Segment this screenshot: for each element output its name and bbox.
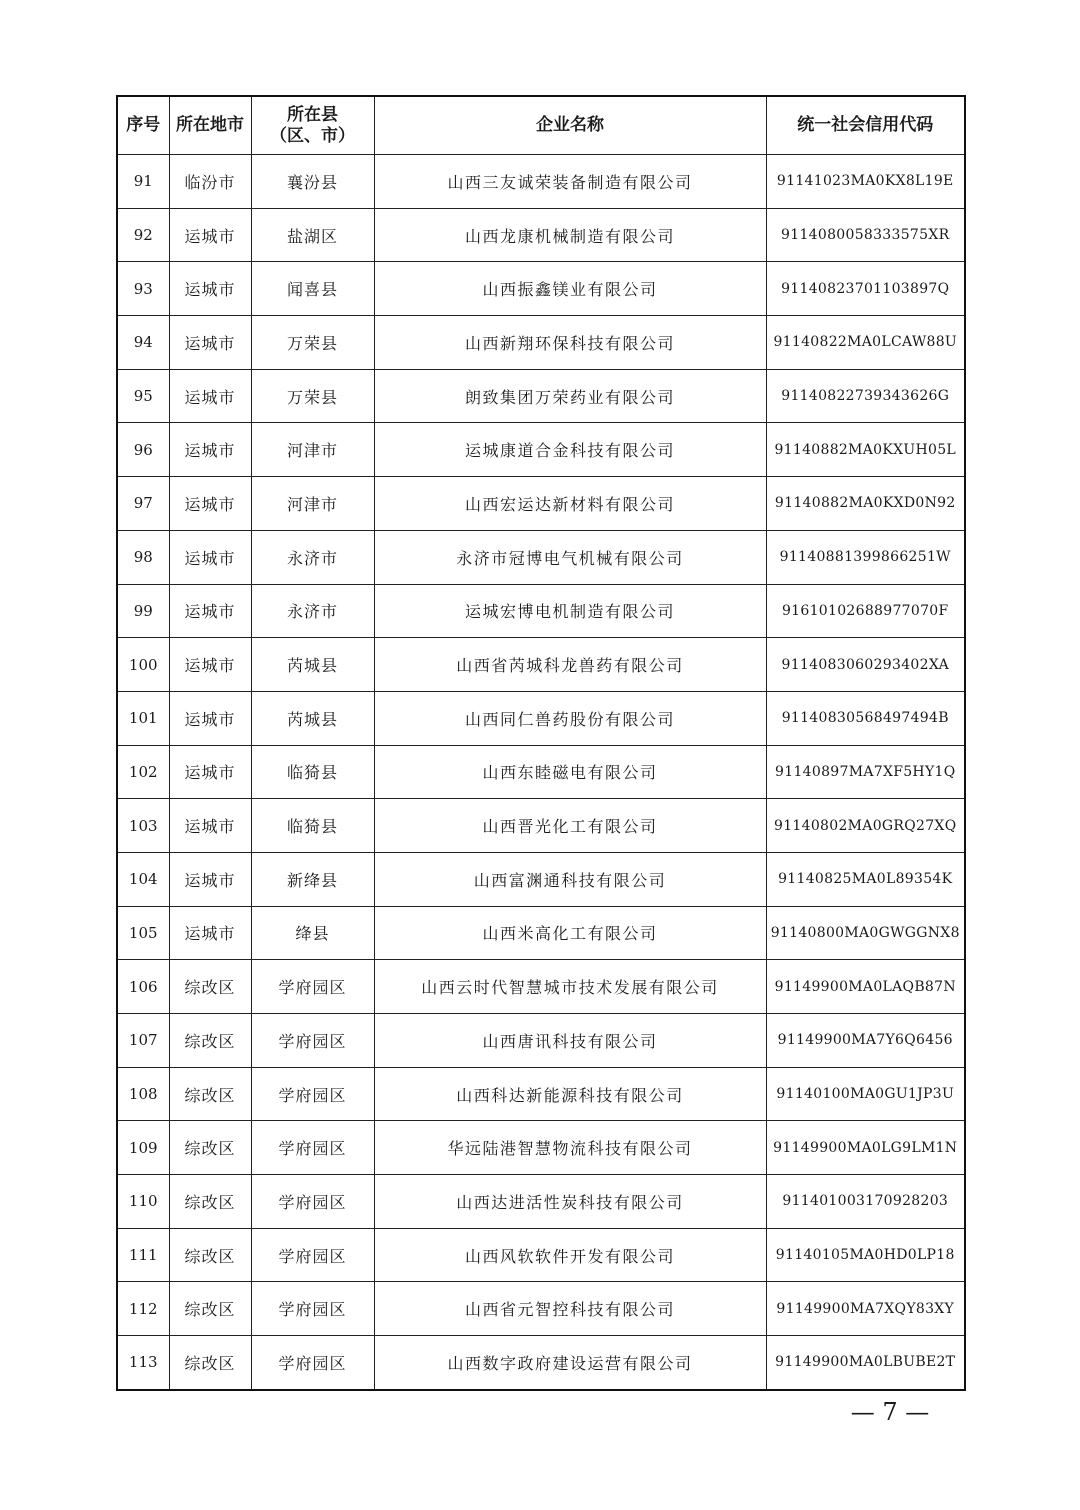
cell-city: 运城市	[169, 691, 251, 745]
cell-county: 学府园区	[251, 1067, 374, 1121]
enterprise-table	[116, 95, 966, 1391]
cell-credit-code: 9114083060293402XA	[766, 638, 965, 692]
cell-county: 万荣县	[251, 316, 374, 370]
cell-enterprise-name: 山西数字政府建设运营有限公司	[374, 1336, 766, 1390]
cell-credit-code: 91140825MA0L89354K	[766, 852, 965, 906]
table-row	[117, 477, 965, 531]
cell-enterprise-name: 山西唐讯科技有限公司	[374, 1014, 766, 1068]
cell-enterprise-name: 华远陆港智慧物流科技有限公司	[374, 1121, 766, 1175]
cell-city: 综改区	[169, 1336, 251, 1390]
table-row	[117, 691, 965, 745]
cell-city: 综改区	[169, 1175, 251, 1229]
cell-city: 综改区	[169, 1228, 251, 1282]
cell-seq: 93	[117, 262, 169, 316]
cell-enterprise-name: 山西米高化工有限公司	[374, 906, 766, 960]
cell-credit-code: 91610102688977070F	[766, 584, 965, 638]
cell-enterprise-name: 山西省芮城科龙兽药有限公司	[374, 638, 766, 692]
table-row	[117, 369, 965, 423]
cell-seq: 96	[117, 423, 169, 477]
table-row	[117, 1175, 965, 1229]
cell-city: 综改区	[169, 1282, 251, 1336]
cell-city: 运城市	[169, 584, 251, 638]
cell-county: 临猗县	[251, 745, 374, 799]
cell-seq: 101	[117, 691, 169, 745]
table-row	[117, 530, 965, 584]
header-name: 企业名称	[374, 96, 766, 155]
header-code: 统一社会信用代码	[766, 96, 965, 155]
cell-city: 运城市	[169, 262, 251, 316]
cell-county: 芮城县	[251, 638, 374, 692]
header-county	[251, 96, 374, 155]
cell-credit-code: 91140822739343626G	[766, 369, 965, 423]
table-row	[117, 1067, 965, 1121]
table-row	[117, 799, 965, 853]
cell-seq: 104	[117, 852, 169, 906]
cell-credit-code: 91149900MA0LG9LM1N	[766, 1121, 965, 1175]
cell-seq: 103	[117, 799, 169, 853]
cell-seq: 106	[117, 960, 169, 1014]
cell-seq: 107	[117, 1014, 169, 1068]
table-row	[117, 745, 965, 799]
cell-city: 运城市	[169, 638, 251, 692]
cell-city: 运城市	[169, 477, 251, 531]
cell-credit-code: 91140830568497494B	[766, 691, 965, 745]
cell-credit-code: 91140105MA0HD0LP18	[766, 1228, 965, 1282]
table-row	[117, 638, 965, 692]
table-row	[117, 1228, 965, 1282]
cell-credit-code: 91149900MA7Y6Q6456	[766, 1014, 965, 1068]
table-row	[117, 208, 965, 262]
cell-credit-code: 9114080058333575XR	[766, 208, 965, 262]
header-county-line1: 所在县	[287, 104, 338, 125]
cell-county: 学府园区	[251, 1014, 374, 1068]
cell-seq: 102	[117, 745, 169, 799]
cell-county: 河津市	[251, 477, 374, 531]
cell-county: 永济市	[251, 584, 374, 638]
cell-enterprise-name: 山西宏运达新材料有限公司	[374, 477, 766, 531]
cell-seq: 111	[117, 1228, 169, 1282]
cell-credit-code: 91140882MA0KXD0N92	[766, 477, 965, 531]
cell-credit-code: 91141023MA0KX8L19E	[766, 155, 965, 209]
cell-county: 临猗县	[251, 799, 374, 853]
cell-enterprise-name: 运城宏博电机制造有限公司	[374, 584, 766, 638]
cell-seq: 94	[117, 316, 169, 370]
table-row	[117, 1336, 965, 1390]
cell-enterprise-name: 山西东睦磁电有限公司	[374, 745, 766, 799]
cell-county: 万荣县	[251, 369, 374, 423]
cell-enterprise-name: 永济市冠博电气机械有限公司	[374, 530, 766, 584]
cell-seq: 109	[117, 1121, 169, 1175]
cell-county: 襄汾县	[251, 155, 374, 209]
cell-city: 运城市	[169, 369, 251, 423]
cell-county: 学府园区	[251, 960, 374, 1014]
header-city: 所在地市	[169, 96, 251, 155]
cell-credit-code: 911401003170928203	[766, 1175, 965, 1229]
cell-enterprise-name: 朗致集团万荣药业有限公司	[374, 369, 766, 423]
cell-county: 学府园区	[251, 1282, 374, 1336]
cell-seq: 95	[117, 369, 169, 423]
cell-county: 芮城县	[251, 691, 374, 745]
cell-enterprise-name: 山西云时代智慧城市技术发展有限公司	[374, 960, 766, 1014]
table-row	[117, 1121, 965, 1175]
cell-city: 运城市	[169, 852, 251, 906]
cell-county: 新绛县	[251, 852, 374, 906]
cell-seq: 92	[117, 208, 169, 262]
cell-county: 学府园区	[251, 1336, 374, 1390]
cell-city: 运城市	[169, 745, 251, 799]
cell-city: 综改区	[169, 960, 251, 1014]
cell-credit-code: 91140800MA0GWGGNX8	[766, 906, 965, 960]
cell-seq: 108	[117, 1067, 169, 1121]
cell-enterprise-name: 山西同仁兽药股份有限公司	[374, 691, 766, 745]
cell-county: 河津市	[251, 423, 374, 477]
cell-city: 运城市	[169, 423, 251, 477]
cell-credit-code: 91140823701103897Q	[766, 262, 965, 316]
cell-seq: 98	[117, 530, 169, 584]
cell-credit-code: 91149900MA0LAQB87N	[766, 960, 965, 1014]
cell-county: 学府园区	[251, 1175, 374, 1229]
table-row	[117, 1014, 965, 1068]
cell-enterprise-name: 山西晋光化工有限公司	[374, 799, 766, 853]
cell-city: 运城市	[169, 799, 251, 853]
table-row	[117, 960, 965, 1014]
table-row	[117, 852, 965, 906]
cell-credit-code: 91149900MA7XQY83XY	[766, 1282, 965, 1336]
cell-county: 绛县	[251, 906, 374, 960]
cell-county: 盐湖区	[251, 208, 374, 262]
cell-seq: 97	[117, 477, 169, 531]
cell-enterprise-name: 运城康道合金科技有限公司	[374, 423, 766, 477]
cell-seq: 110	[117, 1175, 169, 1229]
cell-credit-code: 91140881399866251W	[766, 530, 965, 584]
cell-seq: 112	[117, 1282, 169, 1336]
cell-county: 永济市	[251, 530, 374, 584]
cell-credit-code: 91149900MA0LBUBE2T	[766, 1336, 965, 1390]
cell-seq: 91	[117, 155, 169, 209]
cell-enterprise-name: 山西富渊通科技有限公司	[374, 852, 766, 906]
table-row	[117, 906, 965, 960]
cell-seq: 105	[117, 906, 169, 960]
cell-credit-code: 91140897MA7XF5HY1Q	[766, 745, 965, 799]
page-number: — 7 —	[850, 1398, 930, 1426]
cell-city: 综改区	[169, 1121, 251, 1175]
table-header-row	[117, 96, 965, 155]
table-row	[117, 423, 965, 477]
cell-city: 运城市	[169, 906, 251, 960]
cell-city: 临汾市	[169, 155, 251, 209]
table-row	[117, 155, 965, 209]
cell-city: 综改区	[169, 1014, 251, 1068]
cell-county: 学府园区	[251, 1228, 374, 1282]
cell-credit-code: 91140822MA0LCAW88U	[766, 316, 965, 370]
cell-enterprise-name: 山西达进活性炭科技有限公司	[374, 1175, 766, 1229]
cell-enterprise-name: 山西科达新能源科技有限公司	[374, 1067, 766, 1121]
cell-enterprise-name: 山西龙康机械制造有限公司	[374, 208, 766, 262]
cell-enterprise-name: 山西风软软件开发有限公司	[374, 1228, 766, 1282]
cell-enterprise-name: 山西振鑫镁业有限公司	[374, 262, 766, 316]
table-row	[117, 316, 965, 370]
cell-city: 综改区	[169, 1067, 251, 1121]
cell-credit-code: 91140882MA0KXUH05L	[766, 423, 965, 477]
cell-county: 学府园区	[251, 1121, 374, 1175]
table-row	[117, 584, 965, 638]
header-seq: 序号	[117, 96, 169, 155]
table-row	[117, 1282, 965, 1336]
cell-seq: 113	[117, 1336, 169, 1390]
cell-city: 运城市	[169, 208, 251, 262]
table-row	[117, 262, 965, 316]
cell-county: 闻喜县	[251, 262, 374, 316]
cell-enterprise-name: 山西新翔环保科技有限公司	[374, 316, 766, 370]
cell-seq: 100	[117, 638, 169, 692]
cell-credit-code: 91140802MA0GRQ27XQ	[766, 799, 965, 853]
cell-credit-code: 91140100MA0GU1JP3U	[766, 1067, 965, 1121]
header-county-line2: （区、市）	[270, 125, 355, 146]
cell-seq: 99	[117, 584, 169, 638]
cell-enterprise-name: 山西三友诚荣装备制造有限公司	[374, 155, 766, 209]
cell-city: 运城市	[169, 316, 251, 370]
cell-city: 运城市	[169, 530, 251, 584]
cell-enterprise-name: 山西省元智控科技有限公司	[374, 1282, 766, 1336]
